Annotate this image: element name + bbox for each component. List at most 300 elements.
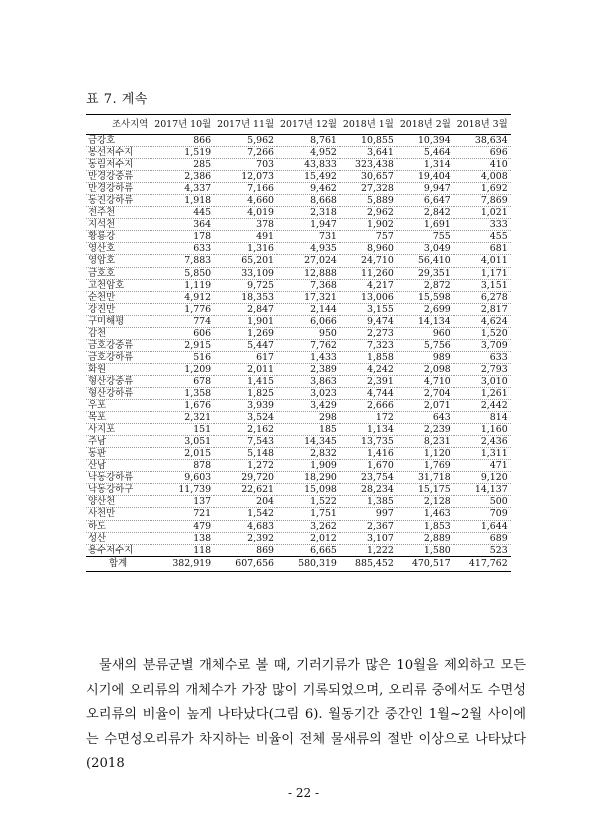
count-cell: 3,429 xyxy=(277,400,340,412)
count-cell: 878 xyxy=(151,460,214,472)
count-cell: 9,462 xyxy=(277,183,340,195)
count-cell: 1,269 xyxy=(214,327,277,339)
count-cell: 15,175 xyxy=(397,484,454,496)
count-cell: 3,051 xyxy=(151,436,214,448)
count-cell: 516 xyxy=(151,351,214,363)
count-cell: 1,692 xyxy=(454,183,511,195)
count-cell: 9,725 xyxy=(214,279,277,291)
count-cell: 12,073 xyxy=(214,171,277,183)
table-row xyxy=(86,375,511,387)
header-2018-03: 2018년 3월 xyxy=(454,115,511,135)
count-cell: 118 xyxy=(151,544,214,556)
site-name-cell: 형산강중류 xyxy=(86,375,151,387)
count-cell: 1,021 xyxy=(454,207,511,219)
count-cell: 2,842 xyxy=(397,207,454,219)
count-cell: 56,410 xyxy=(397,255,454,267)
count-cell: 7,166 xyxy=(214,183,277,195)
total-cell: 470,517 xyxy=(397,556,454,571)
count-cell: 138 xyxy=(151,532,214,544)
count-cell: 2,162 xyxy=(214,424,277,436)
site-name-cell: 동판 xyxy=(86,448,151,460)
count-cell: 7,543 xyxy=(214,436,277,448)
count-cell: 4,710 xyxy=(397,375,454,387)
table-row xyxy=(86,351,511,363)
count-cell: 5,756 xyxy=(397,339,454,351)
count-cell: 1,433 xyxy=(277,351,340,363)
count-cell: 4,217 xyxy=(340,279,397,291)
site-name-cell: 강진만 xyxy=(86,303,151,315)
count-cell: 1,918 xyxy=(151,195,214,207)
count-cell: 1,909 xyxy=(277,460,340,472)
count-cell: 24,710 xyxy=(340,255,397,267)
count-cell: 5,464 xyxy=(397,147,454,159)
header-2017-12: 2017년 12월 xyxy=(277,115,340,135)
count-cell: 5,148 xyxy=(214,448,277,460)
count-cell: 500 xyxy=(454,496,511,508)
count-cell: 4,660 xyxy=(214,195,277,207)
count-cell: 2,389 xyxy=(277,363,340,375)
count-cell: 757 xyxy=(340,231,397,243)
site-name-cell: 양산천 xyxy=(86,496,151,508)
count-cell: 3,641 xyxy=(340,147,397,159)
count-cell: 17,321 xyxy=(277,291,340,303)
count-cell: 989 xyxy=(397,351,454,363)
table-row xyxy=(86,339,511,351)
count-cell: 4,744 xyxy=(340,387,397,399)
count-cell: 3,049 xyxy=(397,243,454,255)
site-name-cell: 금호강하류 xyxy=(86,351,151,363)
count-cell: 33,109 xyxy=(214,267,277,279)
count-cell: 2,321 xyxy=(151,412,214,424)
count-cell: 4,683 xyxy=(214,520,277,532)
count-cell: 9,603 xyxy=(151,472,214,484)
table-row xyxy=(86,412,511,424)
count-cell: 1,416 xyxy=(340,448,397,460)
count-cell: 731 xyxy=(277,231,340,243)
count-cell: 2,392 xyxy=(214,532,277,544)
count-cell: 4,008 xyxy=(454,171,511,183)
site-name-cell: 황룡강 xyxy=(86,231,151,243)
count-cell: 1,522 xyxy=(277,496,340,508)
table-row xyxy=(86,171,511,183)
count-cell: 27,328 xyxy=(340,183,397,195)
count-cell: 950 xyxy=(277,327,340,339)
count-cell: 4,935 xyxy=(277,243,340,255)
count-cell: 709 xyxy=(454,508,511,520)
count-cell: 1,751 xyxy=(277,508,340,520)
count-cell: 7,266 xyxy=(214,147,277,159)
count-cell: 15,098 xyxy=(277,484,340,496)
table-header-row xyxy=(86,115,511,135)
count-cell: 2,386 xyxy=(151,171,214,183)
count-cell: 2,098 xyxy=(397,363,454,375)
count-cell: 1,358 xyxy=(151,387,214,399)
count-cell: 755 xyxy=(397,231,454,243)
count-cell: 2,144 xyxy=(277,303,340,315)
site-name-cell: 금강호 xyxy=(86,135,151,147)
count-cell: 2,915 xyxy=(151,339,214,351)
count-cell: 30,657 xyxy=(340,171,397,183)
count-cell: 28,234 xyxy=(340,484,397,496)
count-cell: 5,962 xyxy=(214,135,277,147)
count-cell: 4,337 xyxy=(151,183,214,195)
count-cell: 1,261 xyxy=(454,387,511,399)
count-cell: 4,019 xyxy=(214,207,277,219)
count-cell: 1,580 xyxy=(397,544,454,556)
table-row xyxy=(86,520,511,532)
count-cell: 2,832 xyxy=(277,448,340,460)
count-cell: 4,624 xyxy=(454,315,511,327)
count-cell: 333 xyxy=(454,219,511,231)
count-cell: 18,290 xyxy=(277,472,340,484)
site-name-cell: 고천암호 xyxy=(86,279,151,291)
table-row xyxy=(86,147,511,159)
count-cell: 1,119 xyxy=(151,279,214,291)
body-paragraph: 물새의 분류군별 개체수로 볼 때, 기러기류가 많은 10월을 제외하고 모든 시기에 오리류의 개체수가 가장 많이 기록되었으며, 오리류 중에서도 수면성 오리류의 비율이 높게 나타났다(그림 6). 월동기간 중간인 1월~2월 사이에는 수면성오리류가 차지하는 비율이 전체 물새류의 절반 이상으로 나타났다(2018 xyxy=(86,658,526,771)
table-row xyxy=(86,327,511,339)
count-cell: 7,323 xyxy=(340,339,397,351)
count-cell: 11,739 xyxy=(151,484,214,496)
count-cell: 1,519 xyxy=(151,147,214,159)
count-cell: 4,242 xyxy=(340,363,397,375)
table-row xyxy=(86,472,511,484)
count-cell: 5,889 xyxy=(340,195,397,207)
count-cell: 10,855 xyxy=(340,135,397,147)
count-cell: 2,847 xyxy=(214,303,277,315)
count-cell: 151 xyxy=(151,424,214,436)
count-cell: 1,160 xyxy=(454,424,511,436)
count-cell: 2,239 xyxy=(397,424,454,436)
count-cell: 1,272 xyxy=(214,460,277,472)
count-cell: 5,447 xyxy=(214,339,277,351)
site-name-cell: 동림저수지 xyxy=(86,159,151,171)
table-row xyxy=(86,303,511,315)
count-cell: 2,436 xyxy=(454,436,511,448)
count-cell: 2,273 xyxy=(340,327,397,339)
count-cell: 38,634 xyxy=(454,135,511,147)
count-cell: 2,391 xyxy=(340,375,397,387)
site-name-cell: 용수저수지 xyxy=(86,544,151,556)
count-cell: 9,120 xyxy=(454,472,511,484)
table-row xyxy=(86,544,511,556)
count-cell: 178 xyxy=(151,231,214,243)
count-cell: 27,024 xyxy=(277,255,340,267)
header-2017-11: 2017년 11월 xyxy=(214,115,277,135)
count-cell: 3,524 xyxy=(214,412,277,424)
count-cell: 2,011 xyxy=(214,363,277,375)
count-cell: 7,883 xyxy=(151,255,214,267)
header-2018-01: 2018년 1월 xyxy=(340,115,397,135)
count-cell: 2,367 xyxy=(340,520,397,532)
site-name-cell: 화원 xyxy=(86,363,151,375)
count-cell: 137 xyxy=(151,496,214,508)
count-cell: 1,463 xyxy=(397,508,454,520)
count-cell: 14,137 xyxy=(454,484,511,496)
count-cell: 13,735 xyxy=(340,436,397,448)
count-cell: 633 xyxy=(151,243,214,255)
count-cell: 491 xyxy=(214,231,277,243)
count-cell: 1,769 xyxy=(397,460,454,472)
count-cell: 1,120 xyxy=(397,448,454,460)
table-row xyxy=(86,183,511,195)
count-cell: 29,351 xyxy=(397,267,454,279)
count-cell: 3,155 xyxy=(340,303,397,315)
count-cell: 1,222 xyxy=(340,544,397,556)
count-cell: 814 xyxy=(454,412,511,424)
count-cell: 1,542 xyxy=(214,508,277,520)
count-cell: 3,709 xyxy=(454,339,511,351)
count-cell: 1,691 xyxy=(397,219,454,231)
table-row xyxy=(86,315,511,327)
count-cell: 3,023 xyxy=(277,387,340,399)
count-cell: 65,201 xyxy=(214,255,277,267)
count-cell: 703 xyxy=(214,159,277,171)
count-cell: 606 xyxy=(151,327,214,339)
table-row xyxy=(86,267,511,279)
site-name-cell: 전주천 xyxy=(86,207,151,219)
table-body xyxy=(86,135,511,557)
count-cell: 3,107 xyxy=(340,532,397,544)
count-cell: 866 xyxy=(151,135,214,147)
table-row xyxy=(86,243,511,255)
count-cell: 681 xyxy=(454,243,511,255)
count-cell: 1,520 xyxy=(454,327,511,339)
site-name-cell: 감천 xyxy=(86,327,151,339)
site-name-cell: 만경강중류 xyxy=(86,171,151,183)
count-cell: 2,666 xyxy=(340,400,397,412)
count-cell: 15,492 xyxy=(277,171,340,183)
count-cell: 2,889 xyxy=(397,532,454,544)
count-cell: 323,438 xyxy=(340,159,397,171)
count-cell: 8,761 xyxy=(277,135,340,147)
count-cell: 5,850 xyxy=(151,267,214,279)
header-2018-02: 2018년 2월 xyxy=(397,115,454,135)
site-name-cell: 구미해평 xyxy=(86,315,151,327)
total-cell: 885,452 xyxy=(340,556,397,571)
count-cell: 9,474 xyxy=(340,315,397,327)
count-cell: 1,415 xyxy=(214,375,277,387)
count-cell: 2,015 xyxy=(151,448,214,460)
count-cell: 378 xyxy=(214,219,277,231)
count-cell: 8,231 xyxy=(397,436,454,448)
count-cell: 9,947 xyxy=(397,183,454,195)
count-cell: 1,902 xyxy=(340,219,397,231)
count-cell: 696 xyxy=(454,147,511,159)
table-caption: 표 7. 계속 xyxy=(86,92,148,107)
body-paragraph-block xyxy=(86,654,526,777)
count-cell: 4,952 xyxy=(277,147,340,159)
count-cell: 2,012 xyxy=(277,532,340,544)
table-row xyxy=(86,508,511,520)
count-cell: 689 xyxy=(454,532,511,544)
count-cell: 1,171 xyxy=(454,267,511,279)
count-cell: 2,817 xyxy=(454,303,511,315)
count-cell: 285 xyxy=(151,159,214,171)
count-cell: 869 xyxy=(214,544,277,556)
table-row xyxy=(86,496,511,508)
site-name-cell: 사지포 xyxy=(86,424,151,436)
count-cell: 22,621 xyxy=(214,484,277,496)
count-cell: 23,754 xyxy=(340,472,397,484)
count-cell: 1,644 xyxy=(454,520,511,532)
site-name-cell: 산남 xyxy=(86,460,151,472)
total-cell: 417,762 xyxy=(454,556,511,571)
count-cell: 1,311 xyxy=(454,448,511,460)
table-row xyxy=(86,424,511,436)
count-cell: 643 xyxy=(397,412,454,424)
count-cell: 2,071 xyxy=(397,400,454,412)
count-cell: 8,960 xyxy=(340,243,397,255)
table-row xyxy=(86,255,511,267)
count-cell: 1,316 xyxy=(214,243,277,255)
count-cell: 410 xyxy=(454,159,511,171)
site-name-cell: 사천만 xyxy=(86,508,151,520)
table-row xyxy=(86,532,511,544)
count-cell: 7,762 xyxy=(277,339,340,351)
site-name-cell: 형산강하류 xyxy=(86,387,151,399)
site-name-cell: 하도 xyxy=(86,520,151,532)
count-cell: 1,209 xyxy=(151,363,214,375)
table-row xyxy=(86,363,511,375)
count-cell: 455 xyxy=(454,231,511,243)
count-cell: 3,939 xyxy=(214,400,277,412)
count-cell: 774 xyxy=(151,315,214,327)
count-cell: 7,368 xyxy=(277,279,340,291)
count-cell: 364 xyxy=(151,219,214,231)
site-name-cell: 만경강하류 xyxy=(86,183,151,195)
count-cell: 14,134 xyxy=(397,315,454,327)
table-row xyxy=(86,231,511,243)
table-row xyxy=(86,460,511,472)
page-number: - 22 - xyxy=(287,786,319,800)
count-cell: 298 xyxy=(277,412,340,424)
count-cell: 471 xyxy=(454,460,511,472)
table-row xyxy=(86,135,511,147)
count-cell: 2,699 xyxy=(397,303,454,315)
site-name-cell: 낙동강하구 xyxy=(86,484,151,496)
count-cell: 2,318 xyxy=(277,207,340,219)
count-cell: 15,598 xyxy=(397,291,454,303)
table-row xyxy=(86,448,511,460)
table-row xyxy=(86,159,511,171)
count-cell: 1,825 xyxy=(214,387,277,399)
count-cell: 8,668 xyxy=(277,195,340,207)
site-name-cell: 주남 xyxy=(86,436,151,448)
count-cell: 19,404 xyxy=(397,171,454,183)
count-cell: 523 xyxy=(454,544,511,556)
count-cell: 1,385 xyxy=(340,496,397,508)
count-cell: 2,872 xyxy=(397,279,454,291)
count-cell: 1,676 xyxy=(151,400,214,412)
count-cell: 1,853 xyxy=(397,520,454,532)
site-name-cell: 지석천 xyxy=(86,219,151,231)
count-cell: 479 xyxy=(151,520,214,532)
total-cell: 580,319 xyxy=(277,556,340,571)
count-cell: 617 xyxy=(214,351,277,363)
site-name-cell: 봉선저수지 xyxy=(86,147,151,159)
table-row xyxy=(86,219,511,231)
count-cell: 13,006 xyxy=(340,291,397,303)
count-cell: 4,912 xyxy=(151,291,214,303)
count-cell: 445 xyxy=(151,207,214,219)
total-label: 합계 xyxy=(86,556,151,571)
count-cell: 1,134 xyxy=(340,424,397,436)
count-cell: 2,962 xyxy=(340,207,397,219)
total-cell: 382,919 xyxy=(151,556,214,571)
count-cell: 185 xyxy=(277,424,340,436)
count-cell: 2,793 xyxy=(454,363,511,375)
count-cell: 6,665 xyxy=(277,544,340,556)
site-name-cell: 우포 xyxy=(86,400,151,412)
count-cell: 204 xyxy=(214,496,277,508)
count-cell: 3,010 xyxy=(454,375,511,387)
count-cell: 172 xyxy=(340,412,397,424)
site-name-cell: 금호호 xyxy=(86,267,151,279)
site-name-cell: 낙동강하류 xyxy=(86,472,151,484)
count-cell: 43,833 xyxy=(277,159,340,171)
table-row xyxy=(86,436,511,448)
count-cell: 2,442 xyxy=(454,400,511,412)
count-cell: 960 xyxy=(397,327,454,339)
table-row xyxy=(86,195,511,207)
count-cell: 11,260 xyxy=(340,267,397,279)
total-cell: 607,656 xyxy=(214,556,277,571)
site-name-cell: 성산 xyxy=(86,532,151,544)
table-row xyxy=(86,291,511,303)
count-cell: 633 xyxy=(454,351,511,363)
count-cell: 6,278 xyxy=(454,291,511,303)
count-cell: 10,394 xyxy=(397,135,454,147)
header-2017-10: 2017년 10월 xyxy=(151,115,214,135)
table-row xyxy=(86,484,511,496)
table-row xyxy=(86,279,511,291)
count-cell: 4,011 xyxy=(454,255,511,267)
count-cell: 6,647 xyxy=(397,195,454,207)
count-cell: 1,314 xyxy=(397,159,454,171)
site-name-cell: 목포 xyxy=(86,412,151,424)
count-cell: 29,720 xyxy=(214,472,277,484)
count-cell: 14,345 xyxy=(277,436,340,448)
count-cell: 1,858 xyxy=(340,351,397,363)
count-cell: 997 xyxy=(340,508,397,520)
count-cell: 2,128 xyxy=(397,496,454,508)
table-row xyxy=(86,400,511,412)
count-cell: 1,901 xyxy=(214,315,277,327)
count-cell: 1,670 xyxy=(340,460,397,472)
count-cell: 31,718 xyxy=(397,472,454,484)
count-cell: 721 xyxy=(151,508,214,520)
count-cell: 2,704 xyxy=(397,387,454,399)
site-name-cell: 동진강하류 xyxy=(86,195,151,207)
count-cell: 1,776 xyxy=(151,303,214,315)
site-name-cell: 금호강중류 xyxy=(86,339,151,351)
count-cell: 18,353 xyxy=(214,291,277,303)
header-site: 조사지역 xyxy=(86,115,151,135)
site-name-cell: 영암호 xyxy=(86,255,151,267)
count-cell: 3,863 xyxy=(277,375,340,387)
count-cell: 3,151 xyxy=(454,279,511,291)
total-row xyxy=(86,556,511,571)
count-cell: 6,066 xyxy=(277,315,340,327)
table-row xyxy=(86,207,511,219)
count-cell: 678 xyxy=(151,375,214,387)
count-cell: 12,888 xyxy=(277,267,340,279)
count-cell: 7,869 xyxy=(454,195,511,207)
count-cell: 3,262 xyxy=(277,520,340,532)
site-name-cell: 순천만 xyxy=(86,291,151,303)
bird-count-table xyxy=(86,114,511,572)
table-row xyxy=(86,387,511,399)
